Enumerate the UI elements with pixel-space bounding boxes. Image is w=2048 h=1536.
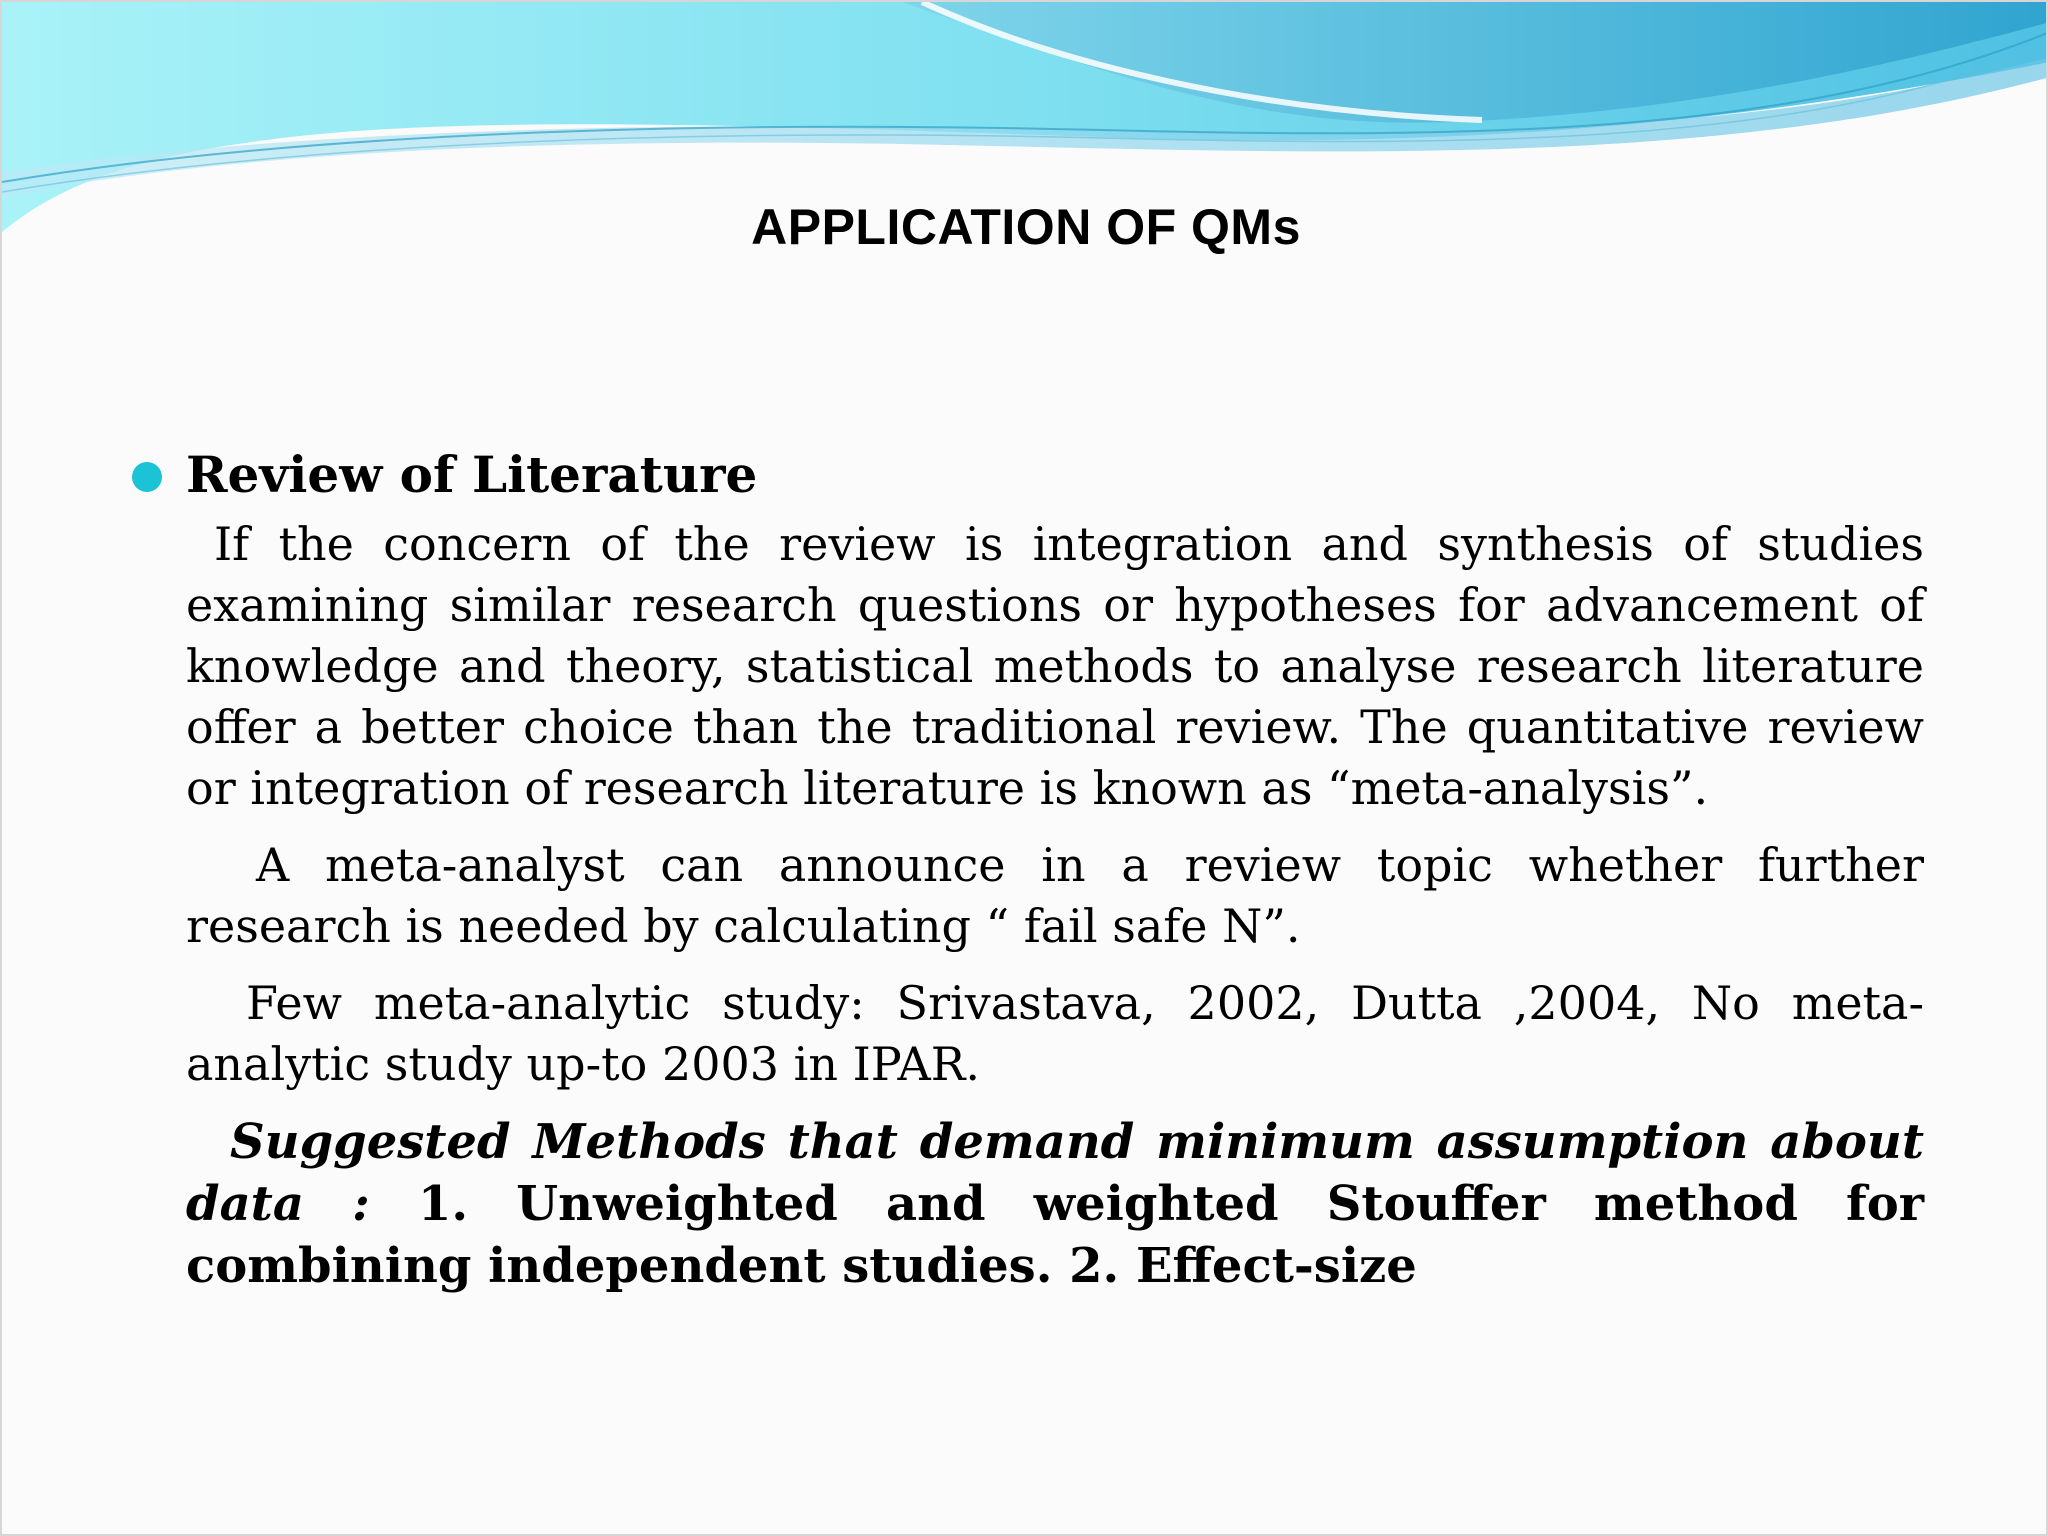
slide-title: APPLICATION OF QMs bbox=[751, 199, 1301, 255]
paragraph-meta-analytic-studies: Few meta-analytic study: Srivastava, 2002, Dutta ,2004, No meta-analytic study up-to 2003 in IPAR. bbox=[186, 976, 1924, 1091]
paragraph-meta-analysis-definition: If the concern of the review is integration and synthesis of studies examining similar research questions or hypotheses for advancement of knowledge and theory, statistical methods to analyse research literature offer a better choice than the traditional review. The quantitative review or integration of research literature is known as “meta-analysis”. bbox=[186, 517, 1924, 815]
suggested-methods-list: 1. Unweighted and weighted Stouffer method for combining independent studies. 2. Effect-size bbox=[186, 1176, 1924, 1294]
bullet-dot-icon bbox=[132, 462, 162, 492]
slide-body bbox=[186, 442, 1924, 1313]
suggested-methods-lead: Suggested Methods that demand minimum assumption about data : bbox=[186, 1114, 1924, 1232]
bullet-heading: Review of Literature bbox=[186, 445, 758, 504]
paragraph-fail-safe-n: A meta-analyst can announce in a review topic whether further research is needed by calculating “ fail safe N”. bbox=[186, 838, 1924, 953]
paragraph-suggested-methods bbox=[186, 1111, 1924, 1297]
bullet-item bbox=[186, 442, 1924, 508]
